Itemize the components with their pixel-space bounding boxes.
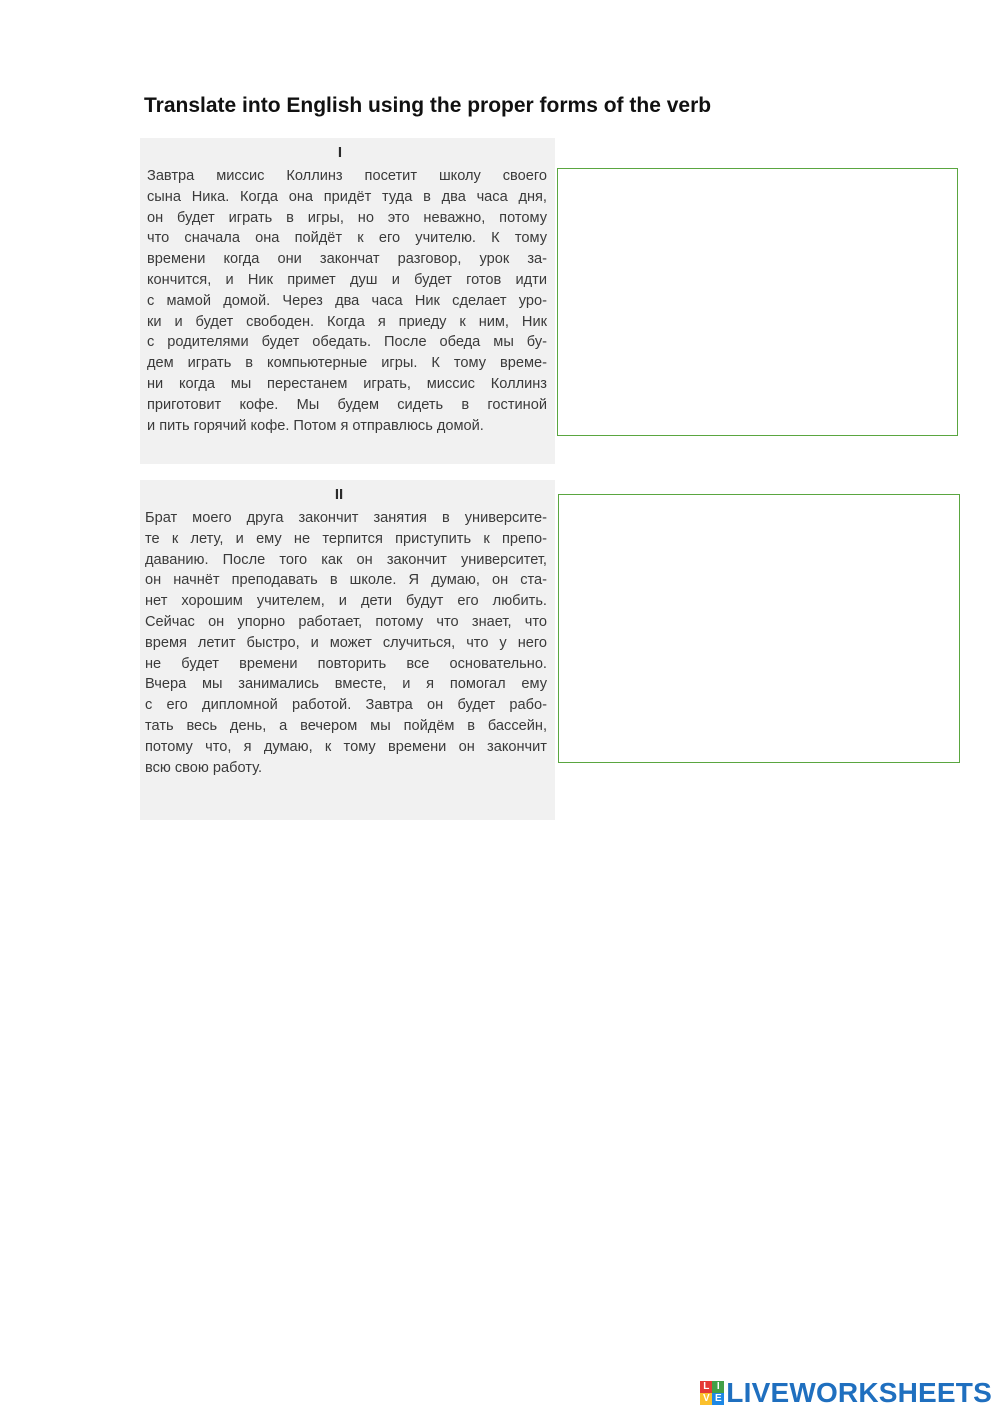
text-line: тать весь день, а вечером мы пойдём в бассейн,: [145, 717, 547, 734]
text-line: потому что, я думаю, к тому времени он закончит: [145, 738, 547, 755]
logo-square: V: [700, 1393, 712, 1405]
worksheet-title: Translate into English using the proper forms of the verb: [144, 94, 712, 117]
text-line: с мамой домой. Через два часа Ник сделает уро-: [147, 292, 547, 309]
text-line: он будет играть в игры, но это неважно, потому: [147, 209, 547, 226]
text-line: и пить горячий кофе. Потом я отправлюсь домой.: [147, 417, 484, 434]
liveworksheets-logo[interactable]: [700, 1376, 992, 1410]
logo-square: I: [712, 1381, 724, 1393]
section-numeral: I: [337, 144, 343, 161]
text-line: Завтра миссис Коллинз посетит школу своего: [147, 168, 547, 184]
text-line: время летит быстро, и может случиться, что у него: [145, 634, 547, 651]
text-line: дем играть в компьютерные игры. К тому време-: [147, 355, 547, 372]
text-line: приготовит кофе. Мы будем сидеть в гостиной: [147, 396, 547, 413]
brand-name: LIVEWORKSHEETS: [726, 1377, 992, 1408]
text-line: времени когда они закончат разговор, урок за-: [147, 251, 547, 268]
text-line: Брат моего друга закончит занятия в университе-: [145, 510, 547, 526]
logo-square: E: [712, 1393, 724, 1405]
text-line: нет хорошим учителем, и дети будут его любить.: [145, 593, 547, 610]
text-line: не будет времени повторить все основательно.: [145, 655, 547, 672]
text-line: с родителями будет обедать. После обеда мы бу-: [147, 334, 547, 351]
text-line: ни когда мы перестанем играть, миссис Коллинз: [147, 375, 547, 392]
russian-paragraph: [147, 166, 547, 436]
answer-box-2[interactable]: [558, 494, 960, 763]
section-numeral: II: [334, 486, 344, 503]
russian-paragraph: [145, 508, 547, 778]
text-line: даванию. После того как он закончит университет,: [145, 551, 547, 568]
exercise-text-2: [140, 480, 555, 820]
answer-box-1[interactable]: [557, 168, 958, 436]
exercise-text-1: [140, 138, 555, 464]
text-line: ки и будет свободен. Когда я приеду к ним, Ник: [147, 313, 547, 330]
text-line: те к лету, и ему не терпится приступить к препо-: [145, 530, 547, 547]
liveworksheets-logo-icon: [700, 1381, 724, 1405]
text-line: всю свою работу.: [145, 759, 263, 776]
text-line: сына Ника. Когда она придёт туда в два часа дня,: [147, 188, 547, 205]
text-line: Вчера мы занимались вместе, и я помогал ему: [145, 676, 547, 693]
text-line: он начнёт преподавать в школе. Я думаю, он ста-: [145, 572, 547, 589]
text-line: кончится, и Ник примет душ и будет готов идти: [147, 271, 547, 288]
text-line: что сначала она пойдёт к его учителю. К тому: [147, 230, 547, 247]
text-line: Сейчас он упорно работает, потому что знает, что: [145, 613, 547, 630]
text-line: с его дипломной работой. Завтра он будет рабо-: [145, 697, 547, 714]
logo-square: L: [700, 1381, 712, 1393]
